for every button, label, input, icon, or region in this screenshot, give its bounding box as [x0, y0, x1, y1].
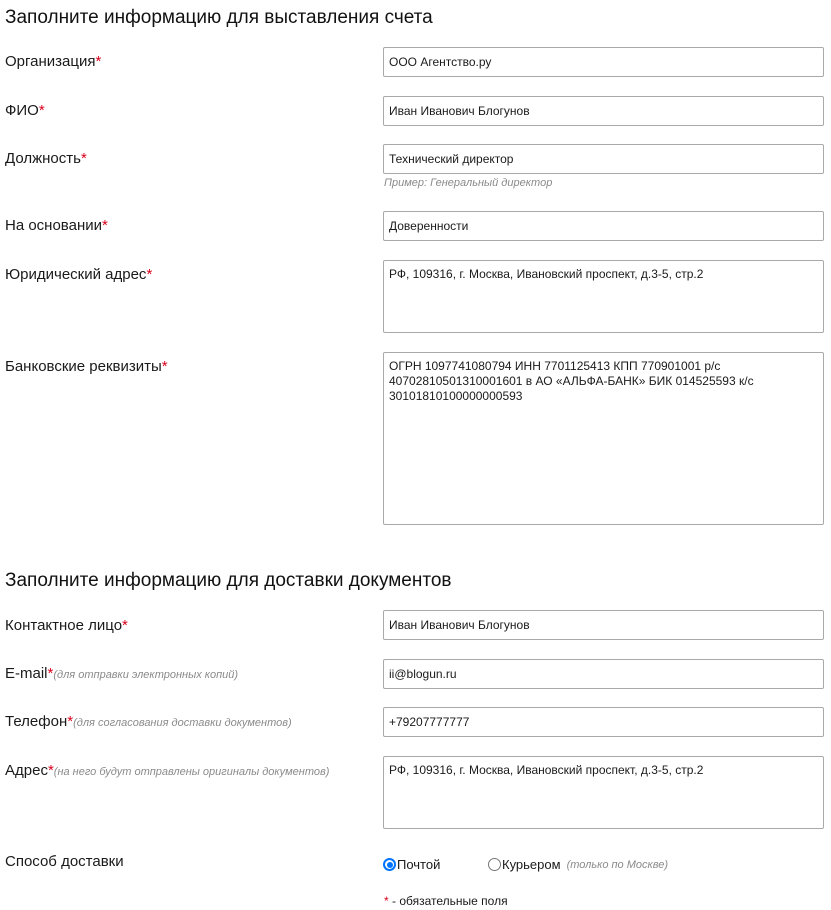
- organization-label-text: Организация: [5, 53, 96, 70]
- required-marker: *: [67, 713, 74, 730]
- contact-person-label-text: Контактное лицо: [5, 617, 123, 634]
- delivery-section-title: Заполните информацию для доставки документов: [5, 570, 452, 591]
- position-example-hint: Пример: Генеральный директор: [384, 177, 553, 189]
- radio-courier[interactable]: [488, 858, 501, 871]
- address-label-text: Адрес: [5, 762, 48, 779]
- required-marker: *: [95, 53, 102, 70]
- basis-input[interactable]: [383, 211, 824, 241]
- email-label-text: E-mail: [5, 665, 48, 682]
- email-label: [5, 665, 238, 682]
- basis-label-text: На основании: [5, 217, 102, 234]
- position-label-text: Должность: [5, 150, 81, 167]
- legend-text: - обязательные поля: [388, 894, 508, 908]
- delivery-option-courier-label: Курьером: [502, 857, 561, 872]
- basis-label: [5, 217, 108, 234]
- courier-hint: (только по Москве): [566, 858, 668, 871]
- required-marker: *: [38, 102, 45, 119]
- email-input[interactable]: [383, 659, 824, 689]
- address-hint: (на него будут отправлены оригиналы документов): [53, 766, 330, 778]
- required-marker: *: [47, 762, 54, 779]
- invoice-section-title: Заполните информацию для выставления счета: [5, 7, 433, 28]
- radio-mail[interactable]: [383, 858, 396, 871]
- bank-details-label-text: Банковские реквизиты: [5, 358, 162, 375]
- phone-label-text: Телефон: [5, 713, 68, 730]
- required-marker: *: [102, 217, 108, 234]
- delivery-option-mail-label: Почтой: [397, 857, 441, 872]
- legend-marker: *: [384, 894, 389, 908]
- organization-label: [5, 53, 101, 70]
- required-fields-legend: [384, 894, 508, 908]
- organization-input[interactable]: [383, 47, 824, 77]
- address-label: [5, 762, 329, 779]
- legal-address-label: [5, 266, 152, 283]
- address-textarea[interactable]: [383, 756, 824, 829]
- legal-address-label-text: Юридический адрес: [5, 266, 147, 283]
- required-marker: *: [47, 665, 54, 682]
- contact-person-label: [5, 617, 128, 634]
- full-name-input[interactable]: [383, 96, 824, 126]
- position-input[interactable]: [383, 144, 824, 174]
- delivery-option-mail[interactable]: [383, 857, 440, 872]
- required-marker: *: [80, 150, 87, 167]
- phone-label: [5, 713, 292, 730]
- email-hint: (для отправки электронных копий): [53, 669, 239, 681]
- bank-details-textarea[interactable]: [383, 352, 824, 525]
- delivery-option-courier[interactable]: [488, 857, 668, 872]
- phone-input[interactable]: [383, 707, 824, 737]
- phone-hint: (для согласования доставки документов): [73, 717, 292, 729]
- legal-address-textarea[interactable]: [383, 260, 824, 333]
- full-name-label: [5, 102, 45, 119]
- required-marker: *: [161, 358, 168, 375]
- position-label: [5, 150, 87, 167]
- required-marker: *: [146, 266, 153, 283]
- bank-details-label: [5, 358, 168, 375]
- required-marker: *: [122, 617, 128, 634]
- delivery-method-label: Способ доставки: [5, 853, 124, 870]
- full-name-label-text: ФИО: [5, 102, 39, 119]
- contact-person-input[interactable]: [383, 610, 824, 640]
